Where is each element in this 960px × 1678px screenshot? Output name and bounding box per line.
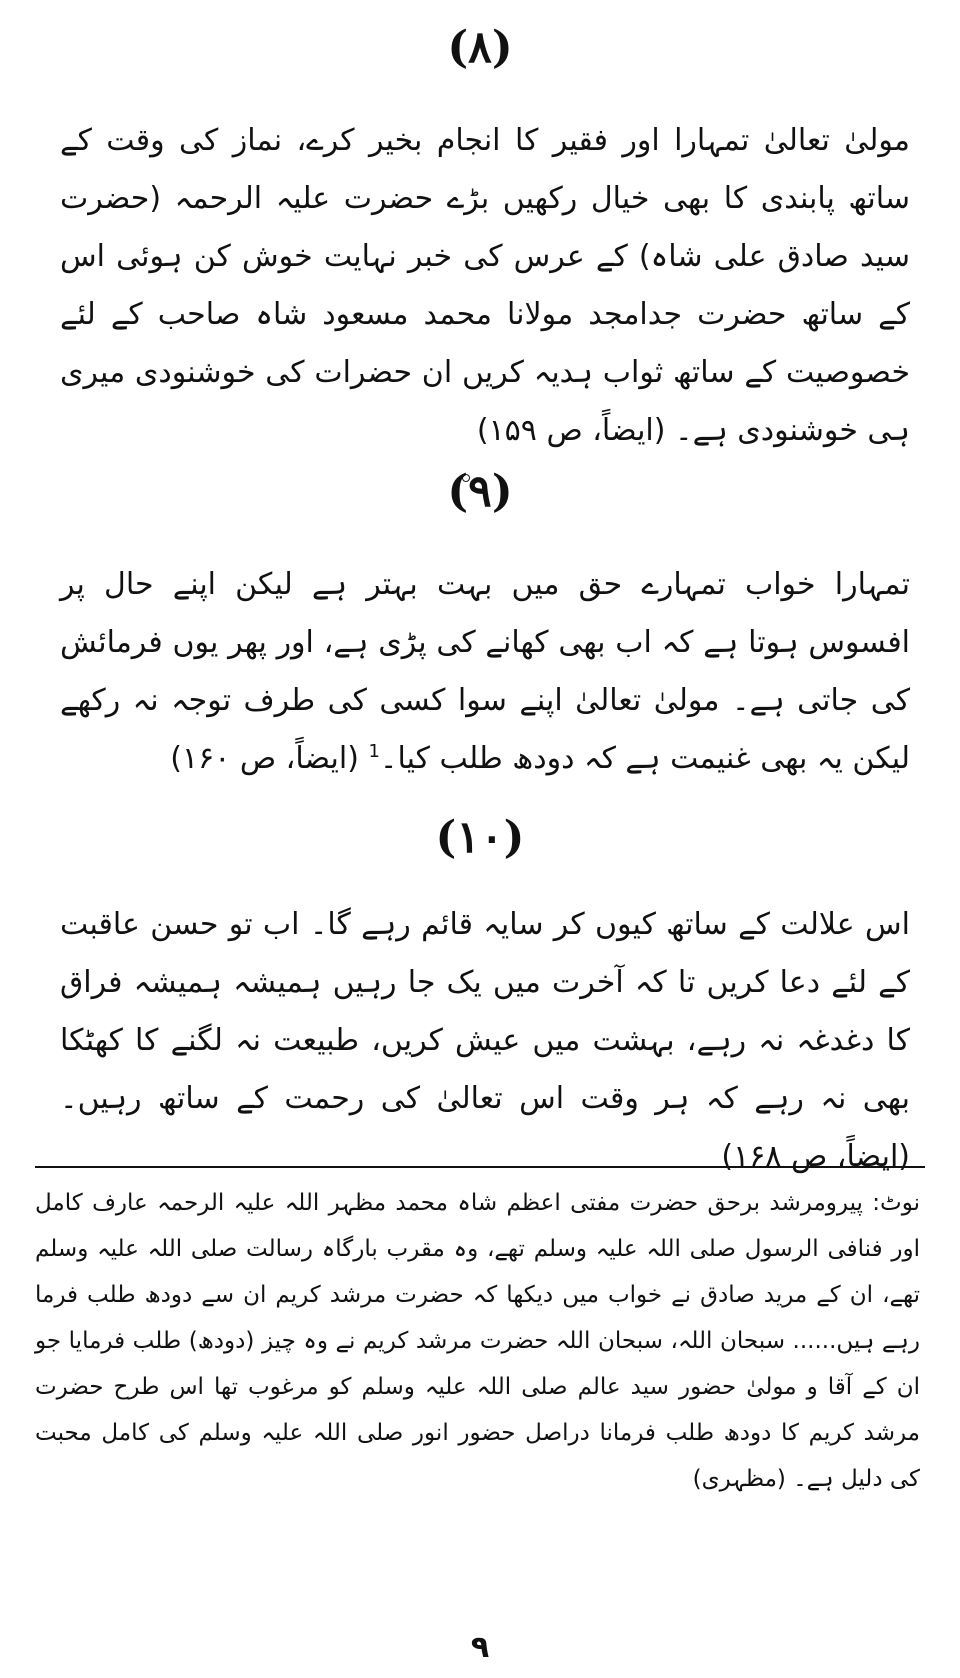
section-reference-8: (ایضاً، ص ۱۵۹) xyxy=(476,413,666,448)
footnote-note: نوٹ: پیرومرشد برحق حضرت مفتی اعظم شاہ محمد مظہر اللہ علیہ الرحمہ عارف کامل اور فنافی الرسول صلی اللہ علیہ وسلم تھے، وہ مقرب بارگاہ رسالت صلی اللہ علیہ وسلم تھے، ان کے مرید صادق نے خواب میں دیکھا کہ حضرت مرشد کریم ان سے دودھ طلب فرما رہے ہیں...... سبحان اللہ، سبحان اللہ حضرت مرشد کریم نے وہ چیز (دودھ) طلب فرمایا جو ان کے آقا و مولیٰ حضور سید عالم صلی اللہ علیہ وسلم کو مرغوب تھا اس طرح حضرت مرشد کریم کا دودھ طلب فرمانا دراصل حضور انور صلی اللہ علیہ وسلم کی کامل محبت کی دلیل ہے۔ (مظہری) xyxy=(35,1190,920,1492)
section-heading-10: (١٠) xyxy=(435,812,525,863)
footnote-divider xyxy=(35,1166,925,1168)
section-body-9 xyxy=(60,556,910,788)
footnote-mark: 1 xyxy=(368,741,380,762)
section-text-10: اس علالت کے ساتھ کیوں کر سایہ قائم رہے گا۔ اب تو حسن عاقبت کے لئے دعا کریں تا کہ آخرت میں یک جا رہیں ہمیشہ ہمیشہ فراق کا دغدغہ نہ رہے، بہشت میں عیش کریں، طبیعت نہ لگنے کا کھٹکا بھی نہ رہے کہ ہر وقت اس تعالیٰ کی رحمت کے ساتھ رہیں۔ xyxy=(60,907,910,1116)
page-number: ٩ xyxy=(470,1630,490,1665)
section-body-10 xyxy=(60,896,910,1186)
section-heading-8: (٨) xyxy=(447,22,513,73)
section-body-8 xyxy=(60,112,910,460)
section-reference-9: (ایضاً، ص ۱۶۰) xyxy=(170,741,359,776)
section-heading-9: (٩) xyxy=(447,466,513,517)
section-reference-10: (ایضاً، ص ۱۶۸) xyxy=(721,1139,910,1174)
section-text-9: تمہارا خواب تمہارے حق میں بہت بہتر ہے لیکن اپنے حال پر افسوس ہوتا ہے کہ اب بھی کھانے کی پڑی ہے، اور پھر یوں فرمائش کی جاتی ہے۔ مولیٰ تعالیٰ اپنے سوا کسی کی طرف توجہ نہ رکھے لیکن یہ بھی غنیمت ہے کہ دودھ طلب کیا۔ xyxy=(60,567,910,776)
section-text-8: مولیٰ تعالیٰ تمہارا اور فقیر کا انجام بخیر کرے، نماز کی وقت کے ساتھ پابندی کا بھی خیال رکھیں بڑے حضرت علیہ الرحمہ (حضرت سید صادق علی شاہ) کے عرس کی خبر نہایت خوش کن ہوئی اس کے ساتھ حضرت جدامجد مولانا محمد مسعود شاہ صاحب کے لئے خصوصیت کے ساتھ ثواب ہدیہ کریں ان حضرات کی خوشنودی میری ہی خوشنودی ہے۔ xyxy=(60,123,910,448)
